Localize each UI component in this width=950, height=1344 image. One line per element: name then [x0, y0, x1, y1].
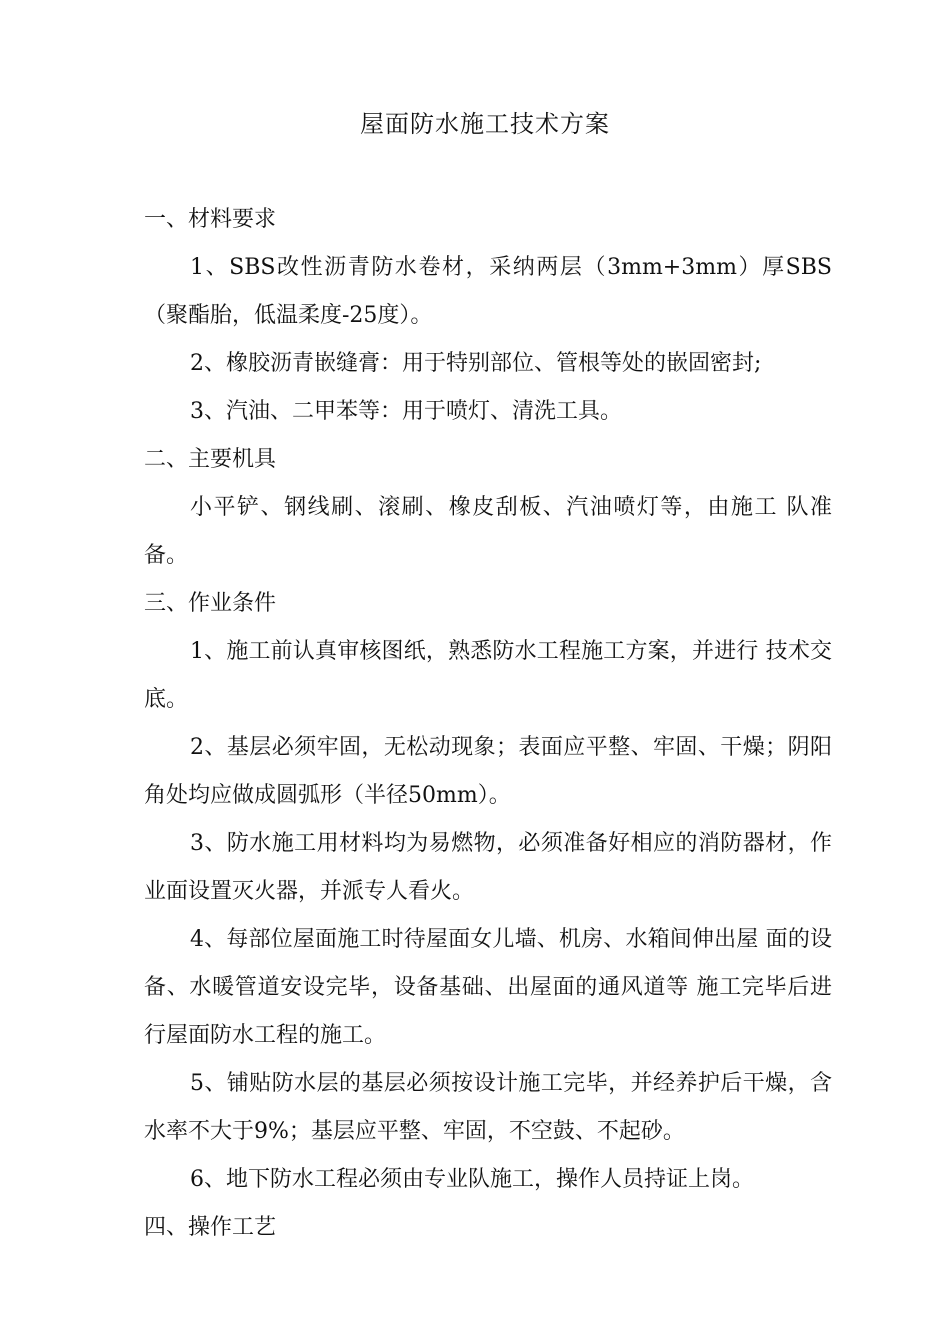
paragraph-materials-2: 2、橡胶沥青嵌缝膏：用于特别部位、管根等处的嵌固密封;: [190, 351, 762, 376]
paragraph-conditions-1: 1、施工前认真审核图纸，熟悉防水工程施工方案，并进行 技术交底。: [144, 639, 832, 712]
document-body: [144, 196, 832, 1252]
paragraph-materials-3: 3、汽油、二甲苯等：用于喷灯、清洗工具。: [190, 399, 622, 424]
paragraph-conditions-4: 4、每部位屋面施工时待屋面女儿墙、机房、水箱间伸出屋 面的设备、水暖管道安设完毕，设备基础、出屋面的通风道等 施工完毕后进行屋面防水工程的施工。: [144, 927, 832, 1048]
section-heading-materials: 一、材料要求: [144, 207, 277, 232]
section-heading-conditions: 三、作业条件: [144, 591, 277, 616]
paragraph-conditions-6: 6、地下防水工程必须由专业队施工，操作人员持证上岗。: [190, 1167, 754, 1192]
paragraph-conditions-5: 5、铺贴防水层的基层必须按设计施工完毕，并经养护后干燥，含水率不大于9%；基层应平整、牢固，不空鼓、不起砂。: [144, 1071, 832, 1144]
paragraph-conditions-2: 2、基层必须牢固，无松动现象；表面应平整、牢固、干燥；阴阳角处均应做成圆弧形（半径50mm）。: [144, 735, 832, 808]
section-heading-tools: 二、主要机具: [144, 447, 277, 472]
paragraph-tools: 小平铲、钢线刷、滚刷、橡皮刮板、汽油喷灯等，由施工 队准备。: [144, 495, 832, 568]
paragraph-conditions-3: 3、防水施工用材料均为易燃物，必须准备好相应的消防器材，作业面设置灭火器，并派专人看火。: [144, 831, 832, 904]
paragraph-materials-1: 1、SBS改性沥青防水卷材，采纳两层（3mm+3mm）厚SBS （聚酯胎，低温柔度-25度）。: [144, 255, 832, 328]
document-title: 屋面防水施工技术方案: [360, 110, 610, 138]
section-heading-process: 四、操作工艺: [144, 1215, 277, 1240]
